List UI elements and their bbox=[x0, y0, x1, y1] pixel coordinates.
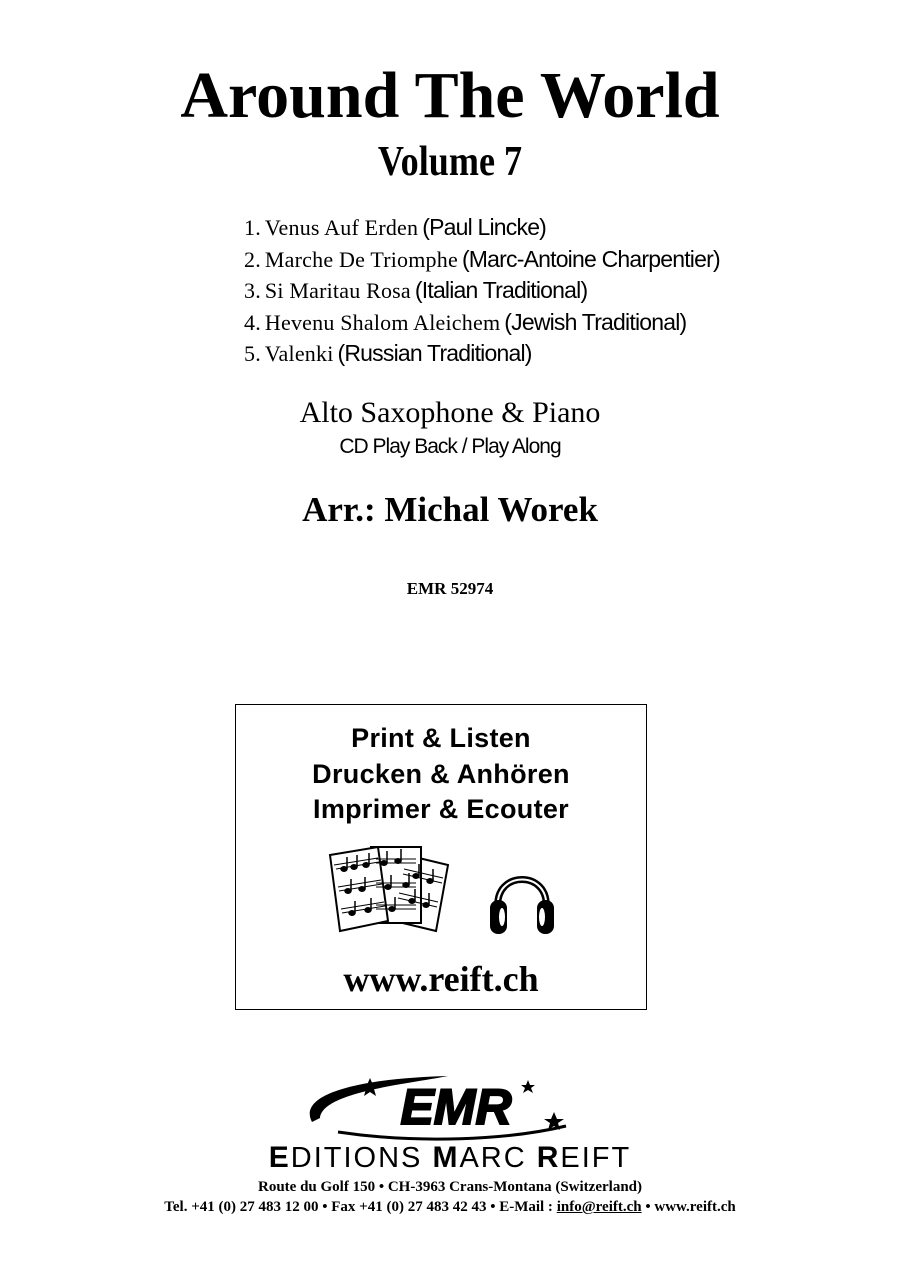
list-item: 3. Si Maritau Rosa (Italian Traditional) bbox=[244, 277, 588, 303]
volume-subtitle: Volume 7 bbox=[377, 139, 523, 185]
list-item: 4. Hevenu Shalom Aleichem (Jewish Traditional) bbox=[244, 308, 687, 335]
print-listen-box bbox=[235, 704, 647, 1010]
promo-line-german: Drucken & Anhören bbox=[312, 759, 570, 789]
instrumentation: Alto Saxophone & Piano bbox=[299, 396, 601, 429]
contents-list bbox=[244, 212, 720, 370]
catalog-number: EMR 52974 bbox=[406, 579, 494, 598]
promo-url: www.reift.ch bbox=[343, 959, 539, 999]
email-link[interactable]: info@reift.ch bbox=[556, 1199, 642, 1215]
cd-playalong-note: CD Play Back / Play Along bbox=[339, 435, 561, 458]
page-title: Around The World bbox=[180, 59, 720, 132]
publisher-contact: Tel. +41 (0) 27 483 12 00 • Fax +41 (0) 27 483 42 43 • E-Mail : info@reift.ch • www.reift.ch bbox=[164, 1199, 736, 1215]
promo-line-french: Imprimer & Ecouter bbox=[313, 794, 569, 824]
publisher-address: Route du Golf 150 • CH-3963 Crans-Montana (Switzerland) bbox=[258, 1179, 642, 1195]
promo-line-english: Print & Listen bbox=[351, 723, 531, 753]
list-item: 5. Valenki (Russian Traditional) bbox=[244, 340, 532, 366]
sheet-music-icon bbox=[326, 843, 456, 938]
emr-logo-icon bbox=[298, 1074, 598, 1142]
emr-logo-text: EMR bbox=[400, 1079, 512, 1135]
list-item: 1. Venus Auf Erden (Paul Lincke) bbox=[244, 214, 547, 240]
arranger-credit: Arr.: Michal Worek bbox=[302, 490, 598, 529]
list-item: 2. Marche De Triomphe (Marc-Antoine Charpentier) bbox=[244, 245, 720, 272]
headphones-icon bbox=[488, 858, 556, 938]
publisher-name: EDITIONS MARC REIFT bbox=[268, 1141, 632, 1174]
